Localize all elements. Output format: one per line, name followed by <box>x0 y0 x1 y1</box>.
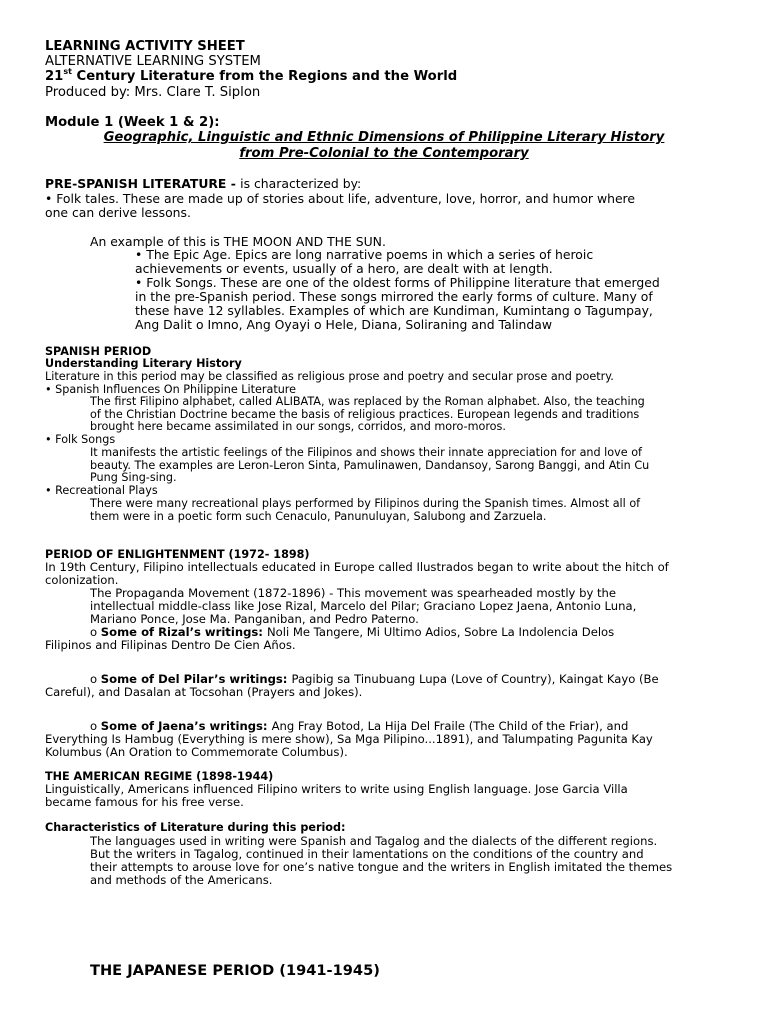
pre-spanish-intro: is characterized by: <box>240 176 362 191</box>
pre-spanish-heading <box>45 176 361 191</box>
moon-sun-example: An example of this is THE MOON AND THE SUN. <box>90 234 386 249</box>
propaganda-line3: Mariano Ponce, Jose Ma. Panganiban, and Pedro Paterno. <box>90 612 419 626</box>
japanese-period-heading: THE JAPANESE PERIOD (1941-1945) <box>90 962 380 979</box>
rizal-label: Some of Rizal’s writings: <box>100 625 267 639</box>
rizal-text: Noli Me Tangere, Mi Ultimo Adios, Sobre La Indolencia Delos <box>266 625 615 639</box>
characteristics-line3: their attempts to arouse love for one’s native tongue and the writers in English imitated the themes <box>90 860 673 874</box>
characteristics-line4: and methods of the Americans. <box>90 873 273 887</box>
rizal-writings <box>90 626 614 639</box>
course-superscript: st <box>63 67 72 76</box>
spanish-influences-line1: The first Filipino alphabet, called ALIBATA, was replaced by the Roman alphabet. Also, the teaching <box>90 395 645 408</box>
propaganda-line1: The Propaganda Movement (1872-1896) - This movement was spearheaded mostly by the <box>90 586 617 600</box>
pilar-bullet: o <box>90 672 101 686</box>
rizal-writings-line2: Filipinos and Filipinas Dentro De Cien Años. <box>45 638 296 652</box>
producer-line: Produced by: Mrs. Clare T. Siplon <box>45 85 261 100</box>
module-subtitle-line1: Geographic, Linguistic and Ethnic Dimensions of Philippine Literary History <box>103 130 665 145</box>
recreational-plays-line2: them were in a poetic form such Cenaculo, Panunuluyan, Salubong and Zarzuela. <box>90 510 547 523</box>
folk-songs-line1: • Folk Songs. These are one of the oldest forms of Philippine literature that emerged <box>135 275 660 290</box>
pre-spanish-title: PRE-SPANISH LITERATURE - <box>45 176 241 191</box>
jaena-bullet: o <box>90 719 101 733</box>
folk-songs-line2: in the pre-Spanish period. These songs mirrored the early forms of culture. Many of <box>135 289 653 304</box>
course-title <box>45 69 457 84</box>
folk-tales-line2: one can derive lessons. <box>45 205 191 220</box>
pilar-label: Some of Del Pilar’s writings: <box>100 672 292 686</box>
jaena-writings <box>90 720 628 733</box>
jaena-writings-line2: Everything Is Hambug (Everything is mere show), Sa Mga Pilipino...1891), and Talumpating Pagunita Kay <box>45 732 653 746</box>
epic-age-line1: • The Epic Age. Epics are long narrative poems in which a series of heroic <box>135 247 594 262</box>
characteristics-heading: Characteristics of Literature during this period: <box>45 821 346 834</box>
understanding-history-heading: Understanding Literary History <box>45 357 242 370</box>
recreational-plays-title: • Recreational Plays <box>45 484 158 497</box>
spanish-influences-line3: brought here became assimilated in our songs, corridos, and moro-moros. <box>90 420 506 433</box>
spanish-folk-songs-title: • Folk Songs <box>45 433 116 446</box>
american-intro-line2: became famous for his free verse. <box>45 795 244 809</box>
module-label: Module 1 (Week 1 & 2): <box>45 115 220 130</box>
pilar-text: Pagibig sa Tinubuang Lupa (Love of Country), Kaingat Kayo (Be <box>291 672 659 686</box>
rizal-bullet: o <box>90 625 101 639</box>
enlightenment-intro-line1: In 19th Century, Filipino intellectuals educated in Europe called Ilustrados began to write about the hitch of <box>45 560 669 574</box>
american-regime-heading: THE AMERICAN REGIME (1898-1944) <box>45 770 274 783</box>
course-number: 21 <box>45 69 64 84</box>
propaganda-line2: intellectual middle-class like Jose Rizal, Marcelo del Pilar; Graciano Lopez Jaena, Antonio Luna, <box>90 599 637 613</box>
spanish-influences-line2: of the Christian Doctrine became the basis of religious practices. European legends and traditions <box>90 408 640 421</box>
spanish-folk-songs-line2: beauty. The examples are Leron-Leron Sinta, Pamulinawen, Dandansoy, Sarong Banggi, and Atin Cu <box>90 459 650 472</box>
epic-age-line2: achievements or events, usually of a hero, are dealt with at length. <box>135 261 553 276</box>
spanish-intro: Literature in this period may be classified as religious prose and poetry and secular prose and poetry. <box>45 370 614 383</box>
jaena-text: Ang Fray Botod, La Hija Del Fraile (The Child of the Friar), and <box>271 719 629 733</box>
folk-tales-line1: • Folk tales. These are made up of stories about life, adventure, love, horror, and humor where <box>45 191 636 206</box>
jaena-writings-line3: Kolumbus (An Oration to Commemorate Columbus). <box>45 745 348 759</box>
jaena-label: Some of Jaena’s writings: <box>100 719 272 733</box>
spanish-influences-title: • Spanish Influences On Philippine Literature <box>45 383 297 396</box>
enlightenment-heading: PERIOD OF ENLIGHTENMENT (1972- 1898) <box>45 548 310 561</box>
module-subtitle-line2: from Pre-Colonial to the Contemporary <box>239 146 529 161</box>
folk-songs-line3: these have 12 syllables. Examples of which are Kundiman, Kumintang o Tagumpay, <box>135 303 653 318</box>
course-name: Century Literature from the Regions and the World <box>71 69 458 84</box>
spanish-period-heading: SPANISH PERIOD <box>45 345 152 358</box>
spanish-folk-songs-line3: Pung Sing-sing. <box>90 471 177 484</box>
characteristics-line1: The languages used in writing were Spanish and Tagalog and the dialects of the different regions. <box>90 834 658 848</box>
spanish-folk-songs-line1: It manifests the artistic feelings of the Filipinos and shows their innate appreciation for and love of <box>90 446 642 459</box>
pilar-writings <box>90 673 659 686</box>
american-intro-line1: Linguistically, Americans influenced Filipino writers to write using English language. Jose Garcia Villa <box>45 782 628 796</box>
system-name: ALTERNATIVE LEARNING SYSTEM <box>45 54 261 69</box>
characteristics-line2: But the writers in Tagalog, continued in their lamentations on the conditions of the country and <box>90 847 644 861</box>
folk-songs-line4: Ang Dalit o Imno, Ang Oyayi o Hele, Diana, Soliraning and Talindaw <box>135 317 552 332</box>
pilar-writings-line2: Careful), and Dasalan at Tocsohan (Prayers and Jokes). <box>45 685 363 699</box>
recreational-plays-line1: There were many recreational plays performed by Filipinos during the Spanish times. Almost all of <box>90 497 641 510</box>
enlightenment-intro-line2: colonization. <box>45 573 119 587</box>
sheet-title: LEARNING ACTIVITY SHEET <box>45 39 245 54</box>
